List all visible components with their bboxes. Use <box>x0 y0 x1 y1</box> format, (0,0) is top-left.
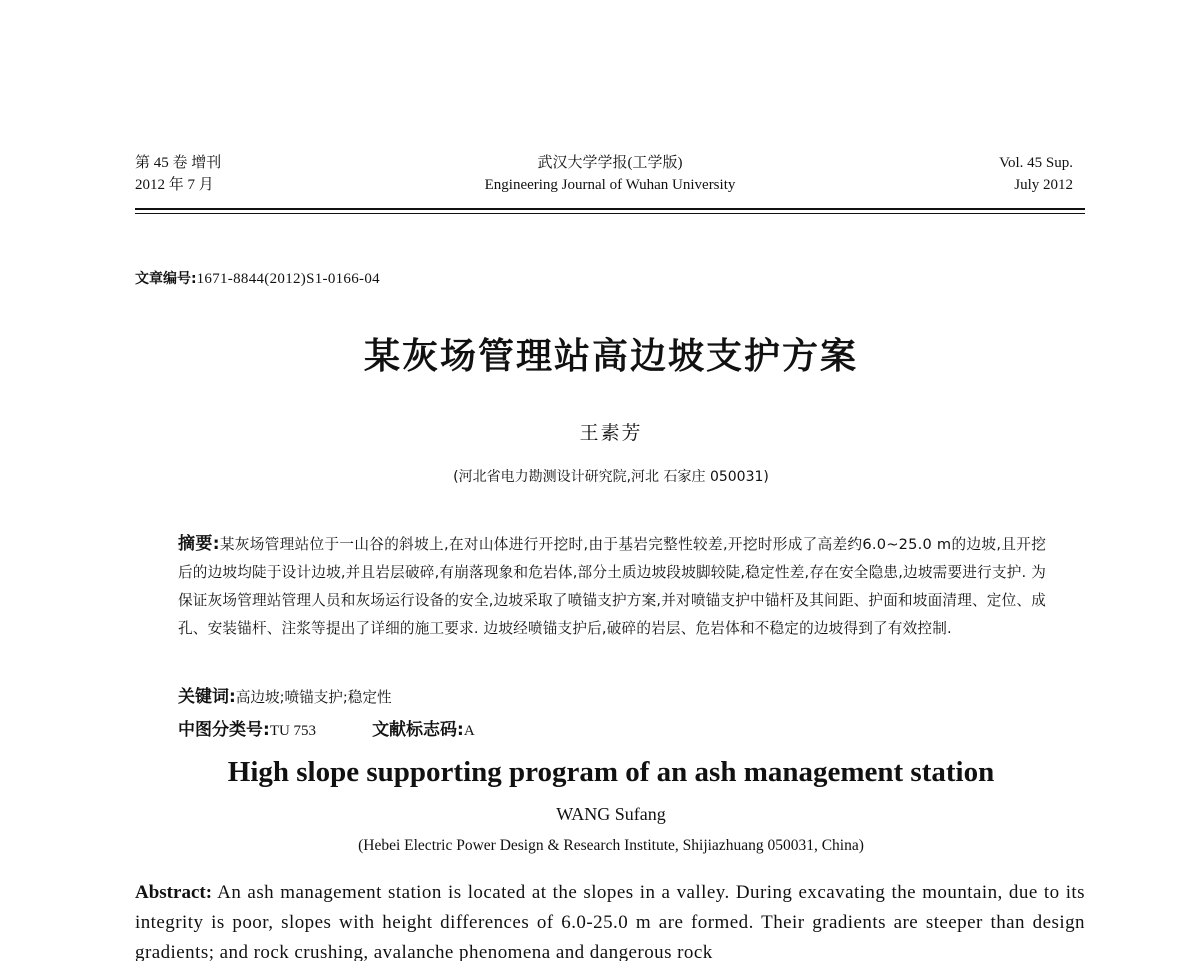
article-number <box>135 268 380 288</box>
clc-value: TU 753 <box>269 723 317 739</box>
article-number-value: 1671-8844(2012)S1-0166-04 <box>196 271 380 287</box>
header-vol-en: Vol. 45 Sup. <box>999 155 1073 171</box>
header-journal-name <box>135 152 1085 196</box>
classification-line <box>178 715 475 740</box>
doc-code-label: 文献标志码: <box>372 720 464 740</box>
journal-name-cn: 武汉大学学报(工学版) <box>537 155 683 171</box>
header-rule-thick <box>135 208 1085 210</box>
running-header <box>135 152 1085 200</box>
header-rule-thin <box>135 213 1085 214</box>
journal-name-en: Engineering Journal of Wuhan University <box>484 177 736 193</box>
header-date-cn: 2012 年 7 月 <box>135 177 214 193</box>
abstract-cn-text: 某灰场管理站位于一山谷的斜坡上,在对山体进行开挖时,由于基岩完整性较差,开挖时形成了高差约6.0~25.0 m的边坡,且开挖后的边坡均陡于设计边坡,并且岩层破碎,有崩落现象和危岩体,部分土质边坡段坡脚较陡,稳定性差,存在安全隐患,边坡需要进行支护. 为保证灰场管理站管理人员和灰场运行设备的安全,边坡采取了喷锚支护方案,并对喷锚支护中锚杆及其间距、护面和坡面清理、定位、成孔、安装锚杆、注浆等提出了详细的施工要求. 边坡经喷锚支护后,破碎的岩层、危岩体和不稳定的边坡得到了有效控制. <box>178 536 1046 637</box>
title-cn: 某灰场管理站高边坡支护方案 <box>363 336 858 377</box>
abstract-en-label: Abstract: <box>135 882 213 903</box>
author-cn: 王素芳 <box>579 422 643 444</box>
header-volume-en <box>999 152 1073 196</box>
affiliation-en: (Hebei Electric Power Design & Research Institute, Shijiazhuang 050031, China) <box>358 837 864 854</box>
clc-label: 中图分类号: <box>178 720 270 740</box>
keywords-cn-label: 关键词: <box>178 687 236 707</box>
abstract-en-text: An ash management station is located at the slopes in a valley. During excavating the mountain, due to its integrity is poor, slopes with height differences of 6.0-25.0 m are formed. Their gradients are steeper than design gradients; and rock crushing, avalanche phenomena and dangerous rock <box>135 882 1085 961</box>
header-date-en: July 2012 <box>1014 177 1073 193</box>
abstract-cn-label: 摘要: <box>178 534 220 554</box>
article-number-label: 文章编号: <box>135 271 197 287</box>
abstract-en <box>135 878 1085 961</box>
title-en: High slope supporting program of an ash management station <box>227 756 995 788</box>
keywords-cn <box>178 682 392 707</box>
header-volume: 第 45 卷 增刊 <box>135 155 222 171</box>
abstract-cn <box>178 530 1046 643</box>
author-en: WANG Sufang <box>556 804 666 824</box>
doc-code-value: A <box>463 723 475 739</box>
keywords-cn-text: 高边坡;喷锚支护;稳定性 <box>235 689 392 706</box>
affiliation-cn: (河北省电力勘测设计研究院,河北 石家庄 050031) <box>453 469 769 485</box>
